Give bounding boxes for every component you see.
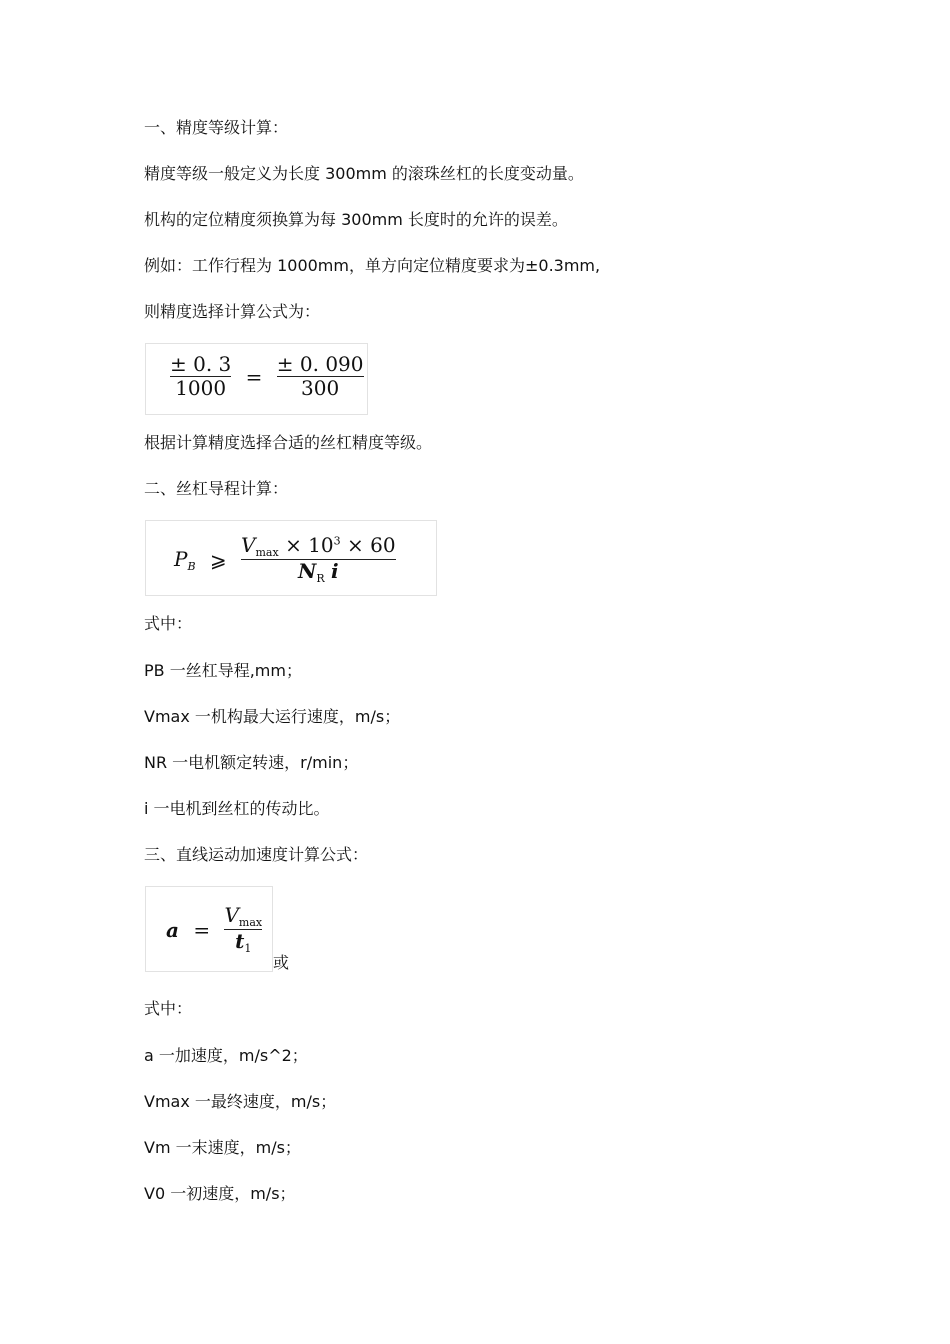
section2-where-label: 式中： (144, 614, 193, 633)
section2-definition-4: i 一电机到丝杠的传动比。 (144, 799, 330, 818)
section3-where-label: 式中： (144, 999, 193, 1018)
lead-relation-sign: ⩾ (209, 547, 227, 572)
section1-heading: 一、精度等级计算： (144, 118, 289, 137)
section2-heading: 二、丝杠导程计算： (144, 479, 289, 498)
precision-equals-sign: = (245, 364, 263, 389)
or-conjunction: 或 (273, 953, 290, 972)
lead-numerator-exponent: 3 (333, 534, 341, 548)
acceleration-equals-sign: = (193, 917, 211, 942)
acceleration-fraction (224, 905, 262, 955)
lead-lhs-subscript: B (187, 559, 196, 573)
section3-definition-3: Vm 一末速度，m/s； (144, 1138, 301, 1157)
acceleration-lhs-symbol: a (166, 917, 179, 942)
section3-heading: 三、直线运动加速度计算公式： (144, 845, 369, 864)
section2-definition-2: Vmax 一机构最大运行速度，m/s； (144, 707, 401, 726)
lead-numerator-v-subscript: max (255, 545, 279, 559)
acceleration-numerator-v: V (224, 903, 239, 927)
precision-fraction-left (170, 354, 231, 399)
section1-paragraph-5: 根据计算精度选择合适的丝杠精度等级。 (144, 433, 433, 452)
precision-right-numerator: ± 0. 090 (276, 352, 364, 376)
section1-paragraph-2: 机构的定位精度须换算为每 300mm 长度时的允许的误差。 (144, 210, 568, 229)
lead-fraction (241, 535, 396, 585)
lead-denominator-n-subscript: R (316, 572, 325, 586)
lead-denominator-i: i (330, 559, 339, 584)
precision-fraction-right (277, 354, 364, 399)
lead-formula (145, 520, 437, 596)
lead-numerator-times-sixty: × 60 (347, 533, 396, 557)
lead-lhs-symbol: P (174, 546, 188, 571)
acceleration-denominator-t-subscript: 1 (244, 942, 252, 956)
acceleration-formula (145, 886, 273, 972)
precision-right-denominator: 300 (301, 376, 340, 400)
lead-numerator-v: V (241, 533, 256, 557)
section3-definition-2: Vmax 一最终速度，m/s； (144, 1092, 337, 1111)
precision-formula (145, 343, 368, 415)
precision-left-numerator: ± 0. 3 (170, 352, 232, 376)
section1-paragraph-4: 则精度选择计算公式为： (144, 302, 321, 321)
acceleration-denominator-t: t (235, 929, 245, 954)
section3-definition-4: V0 一初速度，m/s； (144, 1184, 296, 1203)
section1-paragraph-1: 精度等级一般定义为长度 300mm 的滚珠丝杠的长度变动量。 (144, 164, 584, 183)
section1-paragraph-3: 例如：工作行程为 1000mm，单方向定位精度要求为±0.3mm, (144, 256, 601, 275)
acceleration-numerator-v-subscript: max (238, 915, 263, 929)
lead-numerator-times-ten: × 10 (285, 533, 334, 557)
section2-definition-1: PB 一丝杠导程,mm； (144, 661, 302, 680)
lead-denominator-n: N (298, 559, 317, 584)
section2-definition-3: NR 一电机额定转速，r/min； (144, 753, 359, 772)
section3-definition-1: a 一加速度，m/s^2； (144, 1046, 308, 1065)
precision-left-denominator: 1000 (175, 376, 227, 400)
